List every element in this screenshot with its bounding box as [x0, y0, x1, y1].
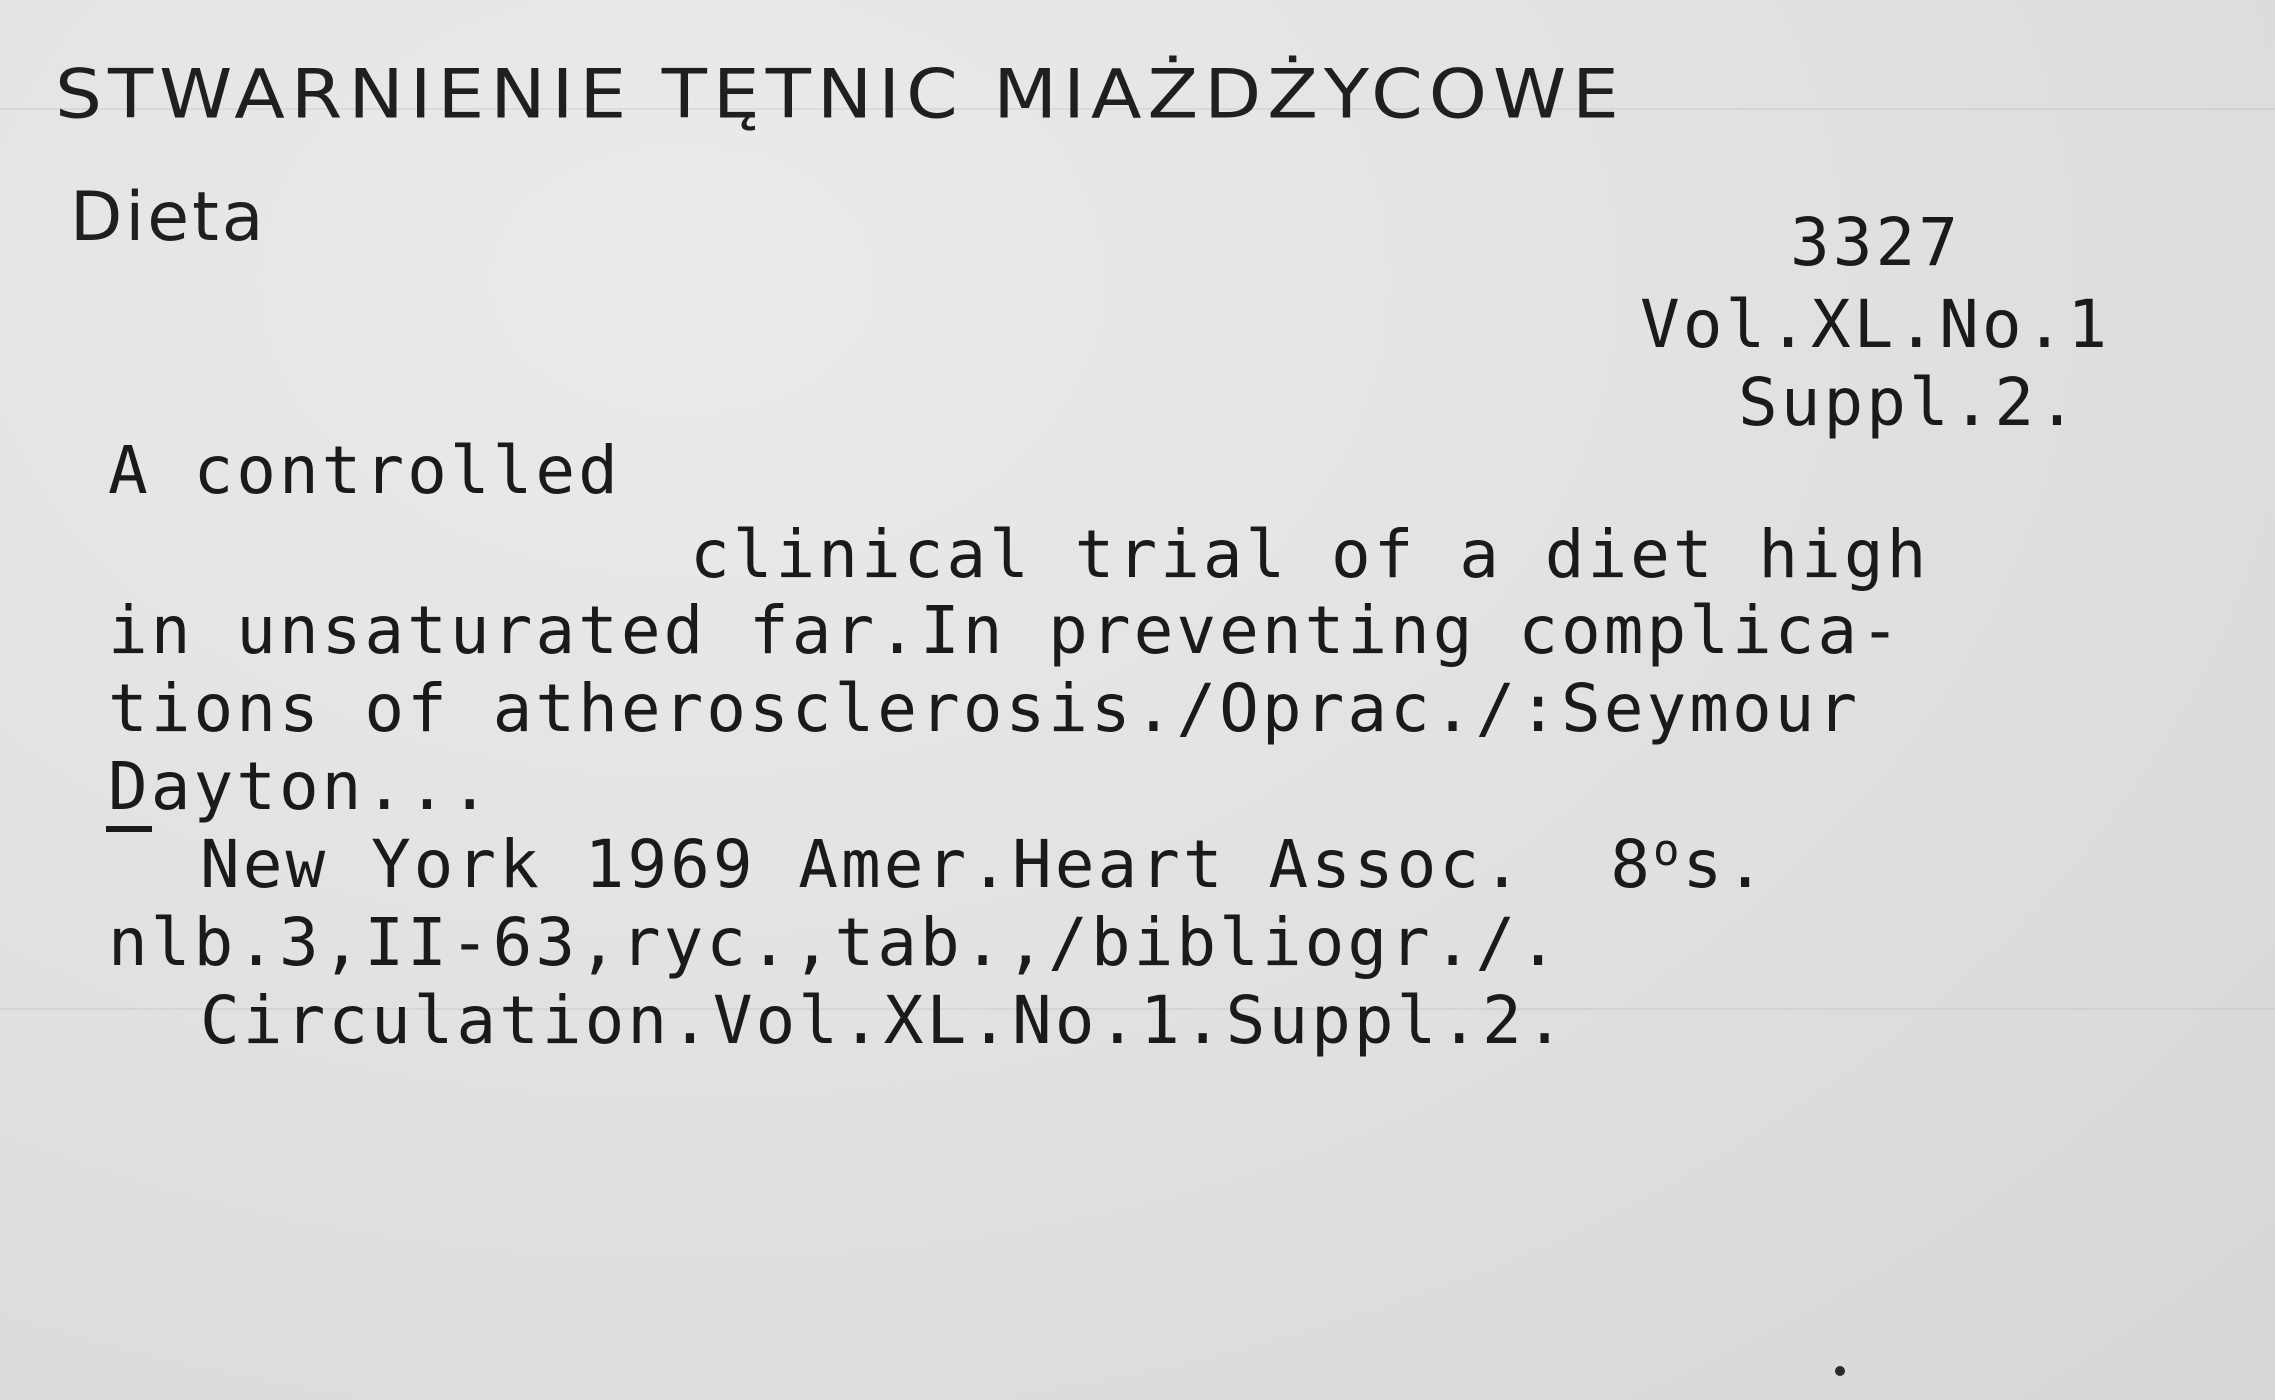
- title-line: A controlled: [108, 432, 621, 509]
- imprint-line: [200, 825, 1768, 903]
- volume-number: Vol.XL.No.1: [1640, 286, 2111, 363]
- call-number: 3327: [1790, 204, 1961, 281]
- author-line: Dayton...: [108, 748, 493, 825]
- imprint-text: New York 1969 Amer.Heart Assoc. 8: [200, 826, 1654, 903]
- subject-subheading: Dieta: [70, 178, 267, 257]
- format-superscript: o: [1653, 825, 1683, 876]
- title-line: clinical trial of a diet high: [690, 516, 1930, 593]
- title-line: in unsaturated far.In preventing complica-: [108, 592, 1903, 669]
- author-initial-underline: [106, 826, 152, 832]
- title-line: tions of atherosclerosis./Oprac./:Seymour: [108, 670, 1861, 747]
- series-line: Circulation.Vol.XL.No.1.Suppl.2.: [200, 982, 1568, 1059]
- ink-speck: [1835, 1366, 1845, 1376]
- supplement-number: Suppl.2.: [1738, 364, 2080, 441]
- subject-heading: STWARNIENIE TĘTNIC MIAŻDŻYCOWE: [55, 55, 1625, 135]
- format-suffix: s.: [1682, 826, 1768, 903]
- collation-line: nlb.3,II-63,ryc.,tab.,/bibliogr./.: [108, 904, 1562, 981]
